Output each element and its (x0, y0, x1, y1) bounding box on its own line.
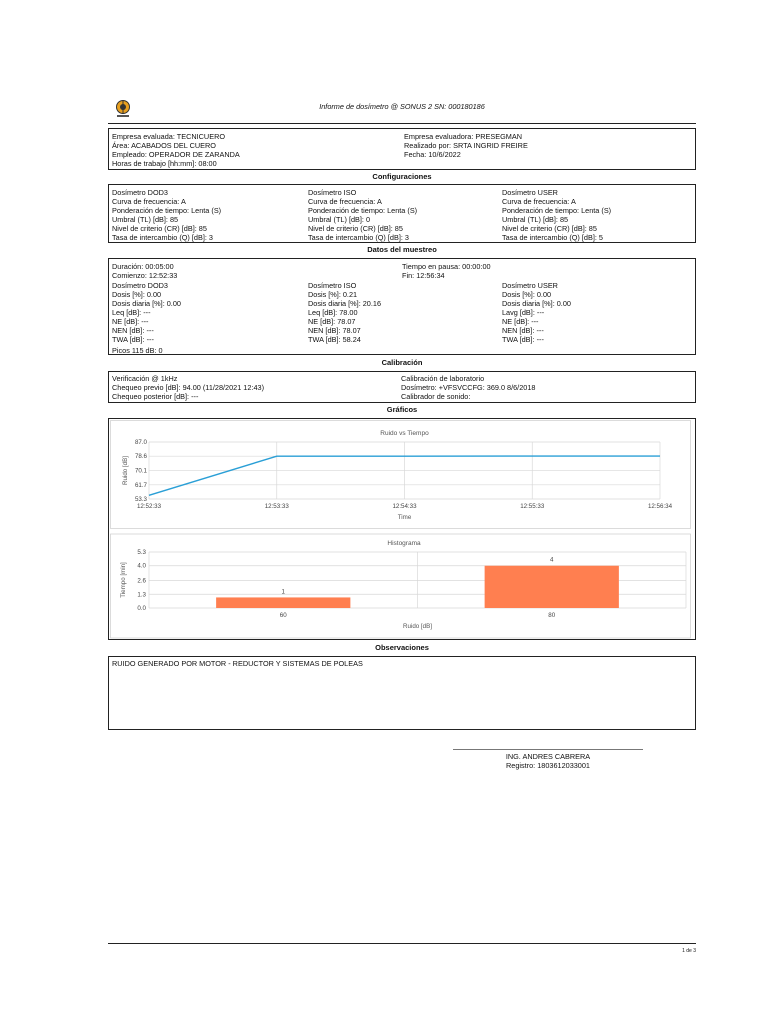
sample-line: NE [dB]: 78.07 (308, 317, 356, 326)
config-line: Tasa de intercambio (Q) [dB]: 3 (112, 233, 213, 242)
bar-chart-data-label: 1 (281, 588, 285, 596)
company-box (108, 128, 696, 170)
bar-chart-bar (485, 566, 619, 608)
config-box (108, 184, 696, 243)
line-chart-y-tick: 70.1 (134, 467, 147, 475)
sample-heading: Datos del muestreo (367, 245, 437, 254)
sample-box (108, 258, 696, 355)
bar-chart-y-tick: 4.0 (137, 562, 146, 570)
company-left-line: Empleado: OPERADOR DE ZARANDA (112, 150, 240, 159)
config-line: Umbral (TL) [dB]: 0 (308, 215, 371, 224)
sample-times-right (402, 262, 491, 280)
sample-line: NEN [dB]: --- (112, 326, 154, 335)
config-line: Curva de frecuencia: A (308, 197, 382, 206)
company-left-line: Horas de trabajo [hh:mm]: 08:00 (112, 159, 217, 168)
bar-chart-x-tick: 80 (548, 612, 556, 619)
company-right-line: Realizado por: SRTA INGRID FREIRE (404, 141, 528, 150)
bar-chart-y-label: Tiempo [min] (120, 562, 127, 598)
company-left (112, 132, 240, 168)
pause-text: Tiempo en pausa: 00:00:00 (402, 262, 491, 271)
bar-chart-title: Histograma (387, 540, 421, 547)
sample-line: NEN [dB]: 78.07 (308, 326, 361, 335)
config-line: Tasa de intercambio (Q) [dB]: 3 (308, 233, 409, 242)
signature-name: ING. ANDRES CABRERA (505, 752, 591, 761)
sample-line: Dosímetro ISO (308, 281, 357, 290)
observations-text: RUIDO GENERADO POR MOTOR - REDUCTOR Y SISTEMAS DE POLEAS (112, 659, 363, 668)
bar-chart-y-tick: 2.6 (137, 577, 146, 585)
config-line: Dosímetro DOD3 (112, 188, 168, 197)
sample-line: Dosis diaria [%]: 0.00 (112, 299, 181, 308)
sample-line: Dosímetro DOD3 (112, 281, 168, 290)
company-right-line: Empresa evaluadora: PRESEGMAN (404, 132, 523, 141)
peaks-text: Picos 115 dB: 0 (112, 346, 163, 355)
calibration-line: Verificación @ 1kHz (112, 374, 178, 383)
config-heading: Configuraciones (372, 172, 432, 181)
bar-chart-y-tick: 5.3 (137, 549, 146, 556)
config-line: Nivel de criterio (CR) [dB]: 85 (112, 224, 207, 233)
calibration-line: Dosímetro: +VFSVCCFG: 369.0 8/6/2018 (401, 383, 536, 392)
config-col-user (502, 188, 611, 242)
calibration-box (108, 371, 696, 403)
line-chart-y-tick: 61.7 (134, 481, 147, 489)
sample-col-user (502, 281, 571, 344)
line-chart-x-tick: 12:52:33 (136, 503, 162, 510)
bar-chart-data-label: 4 (550, 556, 554, 564)
page-number: 1 de 3 (682, 948, 696, 954)
line-chart-x-tick: 12:55:33 (520, 503, 545, 510)
config-line: Ponderación de tiempo: Lenta (S) (308, 206, 418, 215)
bar-chart-x-tick: 60 (279, 612, 287, 619)
bar-chart-y-tick: 0.0 (137, 605, 146, 612)
line-chart-x-tick: 12:53:33 (264, 503, 289, 510)
sample-line: Dosis diaria [%]: 20.16 (308, 299, 382, 308)
sample-line: NEN [dB]: --- (502, 326, 544, 335)
sample-col-iso (308, 281, 381, 344)
sample-line: Dosis [%]: 0.21 (308, 290, 358, 299)
config-line: Ponderación de tiempo: Lenta (S) (502, 206, 612, 215)
calibration-left (112, 374, 264, 401)
end-text: Fin: 12:56:34 (402, 271, 445, 280)
calibration-heading: Calibración (381, 358, 423, 367)
sample-line: TWA [dB]: --- (112, 335, 154, 344)
line-chart-y-tick: 78.6 (134, 453, 147, 461)
footer-rule (108, 943, 696, 944)
company-right-line: Fecha: 10/6/2022 (404, 150, 461, 159)
config-line: Curva de frecuencia: A (112, 197, 186, 206)
config-col-dod3 (112, 188, 221, 242)
sample-line: Dosímetro USER (502, 281, 558, 290)
report-title: Informe de dosímetro @ SONUS 2 SN: 000180186 (319, 102, 485, 111)
bar-chart-bar (216, 597, 350, 608)
line-chart-x-tick: 12:54:33 (392, 503, 417, 510)
start-text: Comienzo: 12:52:33 (112, 271, 178, 280)
calibration-line: Calibración de laboratorio (401, 374, 485, 383)
header-rule (108, 123, 696, 124)
sample-times-left (112, 262, 177, 280)
sample-line: NE [dB]: --- (112, 317, 149, 326)
config-line: Nivel de criterio (CR) [dB]: 85 (308, 224, 403, 233)
config-line: Ponderación de tiempo: Lenta (S) (112, 206, 222, 215)
sample-line: TWA [dB]: 58.24 (308, 335, 361, 344)
graphs-heading: Gráficos (386, 405, 418, 414)
sample-line: NE [dB]: --- (502, 317, 539, 326)
line-chart-title: Ruido vs Tiempo (380, 430, 429, 437)
config-line: Curva de frecuencia: A (502, 197, 576, 206)
line-chart-x-tick: 12:56:34 (647, 503, 673, 510)
graphs-box (108, 418, 696, 640)
company-left-line: Empresa evaluada: TECNICUERO (112, 132, 226, 141)
bar-chart-x-label: Ruido [dB] (403, 623, 432, 630)
company-right (404, 132, 528, 159)
line-chart-y-label: Ruido [dB] (122, 456, 129, 485)
observations-box (108, 656, 696, 730)
signature-line (453, 749, 643, 750)
charts-canvas (109, 419, 695, 639)
duration-text: Duración: 00:05:00 (112, 262, 174, 271)
sample-line: TWA [dB]: --- (502, 335, 544, 344)
company-left-line: Área: ACABADOS DEL CUERO (112, 141, 216, 150)
line-chart-y-tick: 53.3 (134, 496, 147, 503)
config-line: Tasa de intercambio (Q) [dB]: 5 (502, 233, 603, 242)
observations-heading: Observaciones (375, 643, 429, 652)
calibration-line: Calibrador de sonido: (401, 392, 471, 401)
line-chart-x-label: Time (397, 514, 412, 521)
config-line: Umbral (TL) [dB]: 85 (112, 215, 179, 224)
config-col-iso (308, 188, 417, 242)
sample-line: Dosis [%]: 0.00 (112, 290, 162, 299)
sample-col-dod3 (112, 281, 181, 355)
config-line: Dosímetro ISO (308, 188, 357, 197)
config-line: Umbral (TL) [dB]: 85 (502, 215, 569, 224)
calibration-right (401, 374, 535, 401)
calibration-line: Chequeo previo [dB]: 94.00 (11/28/2021 12:43) (112, 383, 264, 392)
calibration-line: Chequeo posterior [dB]: --- (112, 392, 199, 401)
sample-line: Dosis [%]: 0.00 (502, 290, 552, 299)
sample-line: Dosis diaria [%]: 0.00 (502, 299, 571, 308)
sample-line: Leq [dB]: 78.00 (308, 308, 358, 317)
sample-line: Lavg [dB]: --- (502, 308, 545, 317)
line-chart-y-tick: 87.0 (134, 439, 147, 446)
sample-line: Leq [dB]: --- (112, 308, 151, 317)
bar-chart-y-tick: 1.3 (137, 591, 146, 599)
config-line: Nivel de criterio (CR) [dB]: 85 (502, 224, 597, 233)
config-line: Dosímetro USER (502, 188, 558, 197)
signature-registry: Registro: 1803612033001 (506, 761, 590, 770)
